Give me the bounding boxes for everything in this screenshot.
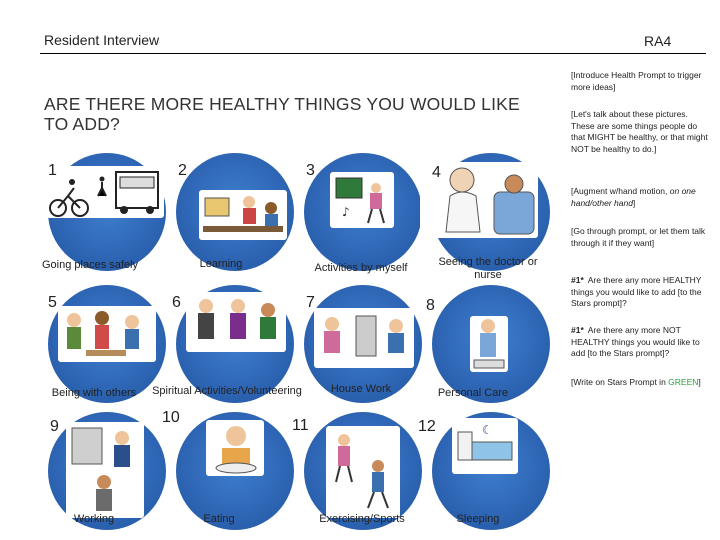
item-label-5: Being with others	[51, 387, 137, 399]
question-1-text: Are there any more HEALTHY things you would like to add [to the Stars prompt]?	[571, 275, 702, 308]
housework-icon	[314, 308, 414, 368]
item-label-8: Personal Care	[437, 387, 509, 399]
item-label-9: Working	[73, 513, 115, 525]
header-divider	[40, 53, 706, 54]
item-label-3: Activities by myself	[314, 262, 408, 274]
sleeping-icon	[452, 418, 518, 474]
item-label-12: Sleeping	[456, 513, 500, 525]
item-label-11: Exercising/Sports	[319, 513, 405, 525]
item-label-1: Going places safely	[42, 259, 138, 271]
note-question-2	[571, 325, 711, 360]
note-augment	[571, 186, 711, 209]
note-write-prefix: [Write on Stars Prompt in	[571, 377, 669, 387]
note-lets-talk: [Let's talk about these pictures. These are some things people do that MIGHT be healthy, or that might NOT be healthy to do.]	[571, 109, 708, 154]
item-number-3: 3	[306, 162, 315, 179]
item-number-10: 10	[162, 409, 180, 426]
question-1-marker: #1*	[571, 275, 584, 285]
item-number-5: 5	[48, 294, 57, 311]
activities-icon	[330, 172, 394, 228]
social-icon	[58, 306, 156, 362]
main-question: ARE THERE MORE HEALTHY THINGS YOU WOULD LIKE TO ADD?	[44, 94, 520, 134]
item-number-6: 6	[172, 294, 181, 311]
item-number-1: 1	[48, 162, 57, 179]
svg-text:♪: ♪	[342, 205, 350, 219]
item-label-10: Eating	[203, 513, 235, 525]
question-2-text: Are there any more NOT HEALTHY things you would like to add [to the Stars prompt]?	[571, 325, 700, 358]
learning-icon	[199, 190, 287, 240]
exercise-icon	[326, 426, 400, 518]
item-number-2: 2	[178, 162, 187, 179]
working-icon	[66, 422, 144, 518]
bike-bus-icon	[46, 166, 164, 218]
item-number-7: 7	[306, 294, 315, 311]
note-write	[571, 377, 711, 389]
note-question-1	[571, 275, 711, 310]
personal-care-icon	[470, 316, 508, 372]
document-code: RA4	[644, 33, 672, 49]
note-write-suffix: ]	[698, 377, 701, 387]
note-augment-suffix: ]	[632, 197, 636, 208]
note-augment-prefix: [Augment w/hand motion,	[571, 186, 670, 196]
item-label-6: Spiritual Activities/Volunteering	[152, 385, 302, 397]
item-number-11: 11	[292, 417, 309, 434]
svg-text:☾: ☾	[482, 423, 493, 437]
note-write-green: GREEN	[668, 377, 699, 387]
note-go-through: [Go through prompt, or let them talk through it if they want]	[571, 226, 706, 248]
question-2-marker: #1*	[571, 325, 584, 335]
item-number-12: 12	[418, 418, 436, 435]
document-title: Resident Interview	[44, 32, 160, 48]
spiritual-icon	[186, 292, 286, 352]
item-number-8: 8	[426, 297, 435, 314]
note-augment-italic: on one hand/other hand	[571, 186, 696, 208]
item-label-2: Learning	[199, 258, 243, 270]
item-number-4: 4	[432, 164, 441, 181]
eating-icon	[206, 420, 264, 476]
item-label-4: Seeing the doctor or nurse	[438, 256, 538, 281]
item-label-7: House Work	[330, 383, 392, 395]
note-intro: [Introduce Health Prompt to trigger more ideas]	[571, 70, 702, 92]
item-number-9: 9	[50, 418, 59, 435]
